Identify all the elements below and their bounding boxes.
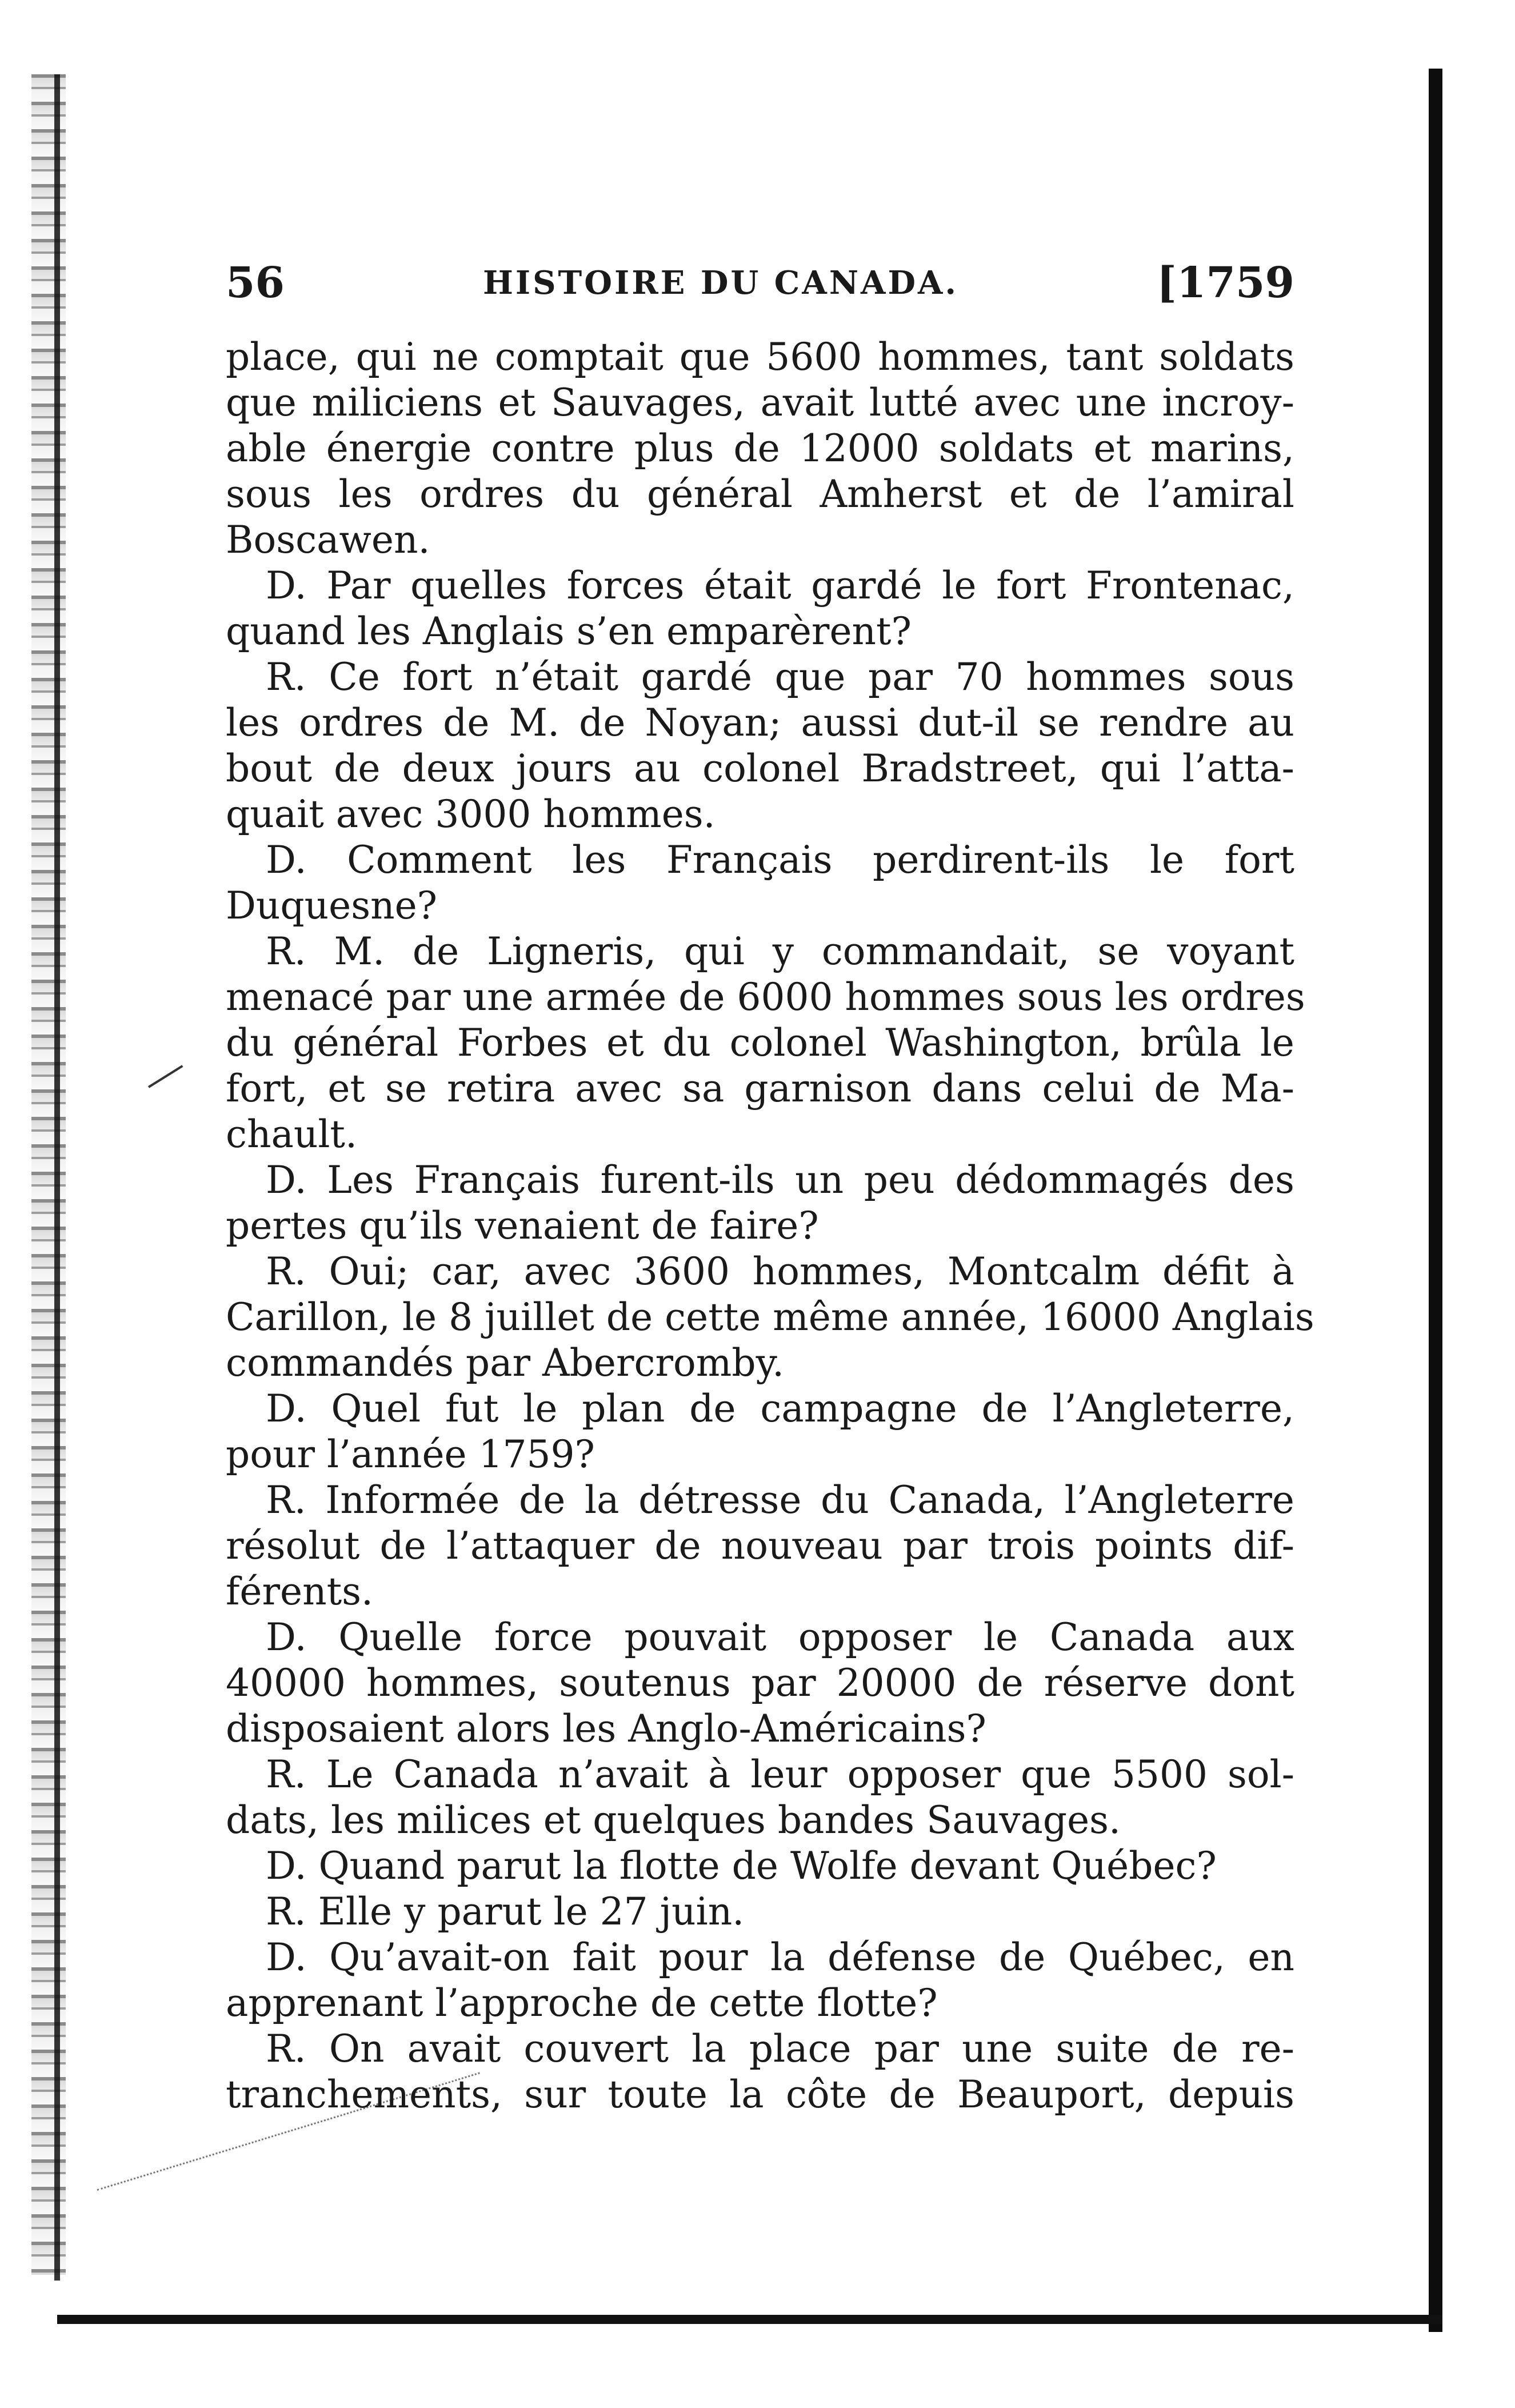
text-line: sous les ordres du général Amherst et de l’amiral (226, 472, 1294, 516)
text-line: quait avec 3000 hommes. (226, 792, 715, 836)
answer-line: R. Elle y parut le 27 juin. (266, 1890, 745, 1934)
text-line: Carillon, le 8 juillet de cette même année, 16000 Anglais (226, 1295, 1314, 1339)
running-head (226, 251, 1294, 314)
answer-line: R. Ce fort n’était gardé que par 70 hommes sous (266, 655, 1294, 699)
question-line: D. Qu’avait-on fait pour la défense de Québec, en (266, 1935, 1294, 1979)
text-line: férents. (226, 1570, 373, 1614)
bottom-page-rule (57, 2315, 1442, 2324)
text-line: que miliciens et Sauvages, avait lutté avec une incroy- (226, 381, 1294, 425)
answer-line: R. On avait couvert la place par une suite de re- (266, 2027, 1294, 2071)
text-line: fort, et se retira avec sa garnison dans celui de Ma- (226, 1067, 1294, 1111)
text-line: bout de deux jours au colonel Bradstreet, qui l’atta- (226, 746, 1294, 790)
text-line: pour l’année 1759? (226, 1432, 595, 1476)
text-line: commandés par Abercromby. (226, 1341, 785, 1385)
text-line: chault. (226, 1112, 357, 1156)
text-line: disposaient alors les Anglo-Américains? (226, 1707, 986, 1751)
answer-line: R. M. de Ligneris, qui y commandait, se voyant (266, 929, 1294, 973)
answer-line: R. Informée de la détresse du Canada, l’Angleterre (266, 1478, 1294, 1522)
question-line: D. Quand parut la flotte de Wolfe devant Québec? (266, 1844, 1217, 1888)
answer-line: R. Oui; car, avec 3600 hommes, Montcalm défit à (266, 1249, 1294, 1293)
pencil-mark (148, 1065, 183, 1088)
text-line: les ordres de M. de Noyan; aussi dut-il se rendre au (226, 701, 1294, 745)
right-page-rule (1429, 69, 1442, 2332)
text-line: du général Forbes et du colonel Washington, brûla le (226, 1021, 1294, 1065)
text-line: place, qui ne comptait que 5600 hommes, tant soldats (226, 335, 1294, 379)
header-title: HISTOIRE DU CANADA. (483, 264, 958, 302)
question-line: D. Par quelles forces était gardé le fort Frontenac, (266, 564, 1294, 608)
text-line: quand les Anglais s’en emparèrent? (226, 609, 912, 653)
page-number: 56 (226, 258, 285, 308)
text-line: Boscawen. (226, 518, 430, 562)
question-line: D. Les Français furent-ils un peu dédommagés des (266, 1158, 1294, 1202)
header-year: [1759 (1157, 258, 1294, 308)
question-line: D. Comment les Français perdirent-ils le fort (266, 838, 1294, 882)
text-line: able énergie contre plus de 12000 soldats et marins, (226, 426, 1294, 470)
text-line: 40000 hommes, soutenus par 20000 de réserve dont (226, 1661, 1294, 1705)
body-text (226, 334, 1314, 2118)
question-line: D. Quel fut le plan de campagne de l’Angleterre, (266, 1387, 1294, 1431)
text-line: apprenant l’approche de cette flotte? (226, 1981, 938, 2025)
binding-edge (31, 74, 66, 2275)
text-line: Duquesne? (226, 884, 438, 928)
question-line: D. Quelle force pouvait opposer le Canada aux (266, 1615, 1294, 1659)
text-line: menacé par une armée de 6000 hommes sous les ordres (226, 975, 1305, 1019)
text-line: résolut de l’attaquer de nouveau par trois points dif- (226, 1524, 1294, 1568)
binding-line (54, 74, 60, 2281)
text-line: pertes qu’ils venaient de faire? (226, 1204, 819, 1248)
answer-line: R. Le Canada n’avait à leur opposer que 5500 sol- (266, 1752, 1294, 1796)
text-line: dats, les milices et quelques bandes Sauvages. (226, 1798, 1121, 1842)
text-line: tranchements, sur toute la côte de Beauport, depuis (226, 2072, 1294, 2117)
